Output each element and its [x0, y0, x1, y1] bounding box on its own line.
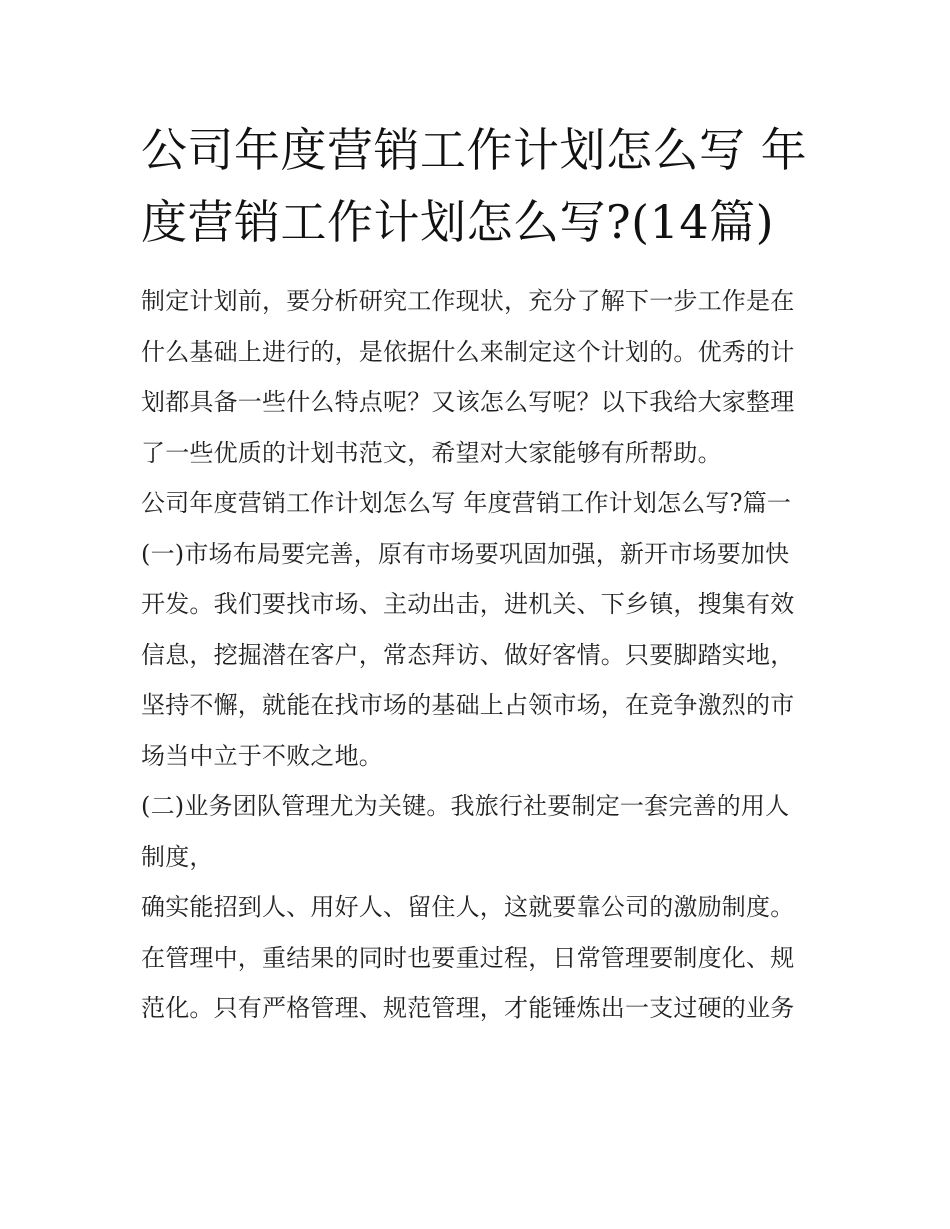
body-paragraph-team: (二)业务团队管理尤为关键。我旅行社要制定一套完善的用人制度， [141, 792, 790, 871]
document-body [141, 276, 813, 1034]
intro-paragraph: 制定计划前，要分析研究工作现状，充分了解下一步工作是在什么基础上进行的，是依据什么来制定这个计划的。优秀的计划都具备一些什么特点呢？又该怎么写呢？以下我给大家整理了一些优质的计划书范文，希望对大家能够有所帮助。 [141, 287, 795, 467]
body-paragraph-incentive: 确实能招到人、用好人、留住人，这就要靠公司的激励制度。在管理中，重结果的同时也要重过程，日常管理要制度化、规范化。只有严格管理、规范管理，才能锤炼出一支过硬的业务 [141, 893, 795, 1022]
document-page [141, 114, 813, 1034]
document-title: 公司年度营销工作计划怎么写 年度营销工作计划怎么写?(14篇) [141, 123, 808, 249]
section-heading: 公司年度营销工作计划怎么写 年度营销工作计划怎么写?篇一 [141, 489, 792, 517]
body-paragraph-market: (一)市场布局要完善，原有市场要巩固加强，新开市场要加快开发。我们要找市场、主动出击，进机关、下乡镇，搜集有效信息，挖掘潜在客户，常态拜访、做好客情。只要脚踏实地，坚持不懈，就能在找市场的基础上占领市场，在竞争激烈的市场当中立于不败之地。 [141, 539, 795, 770]
